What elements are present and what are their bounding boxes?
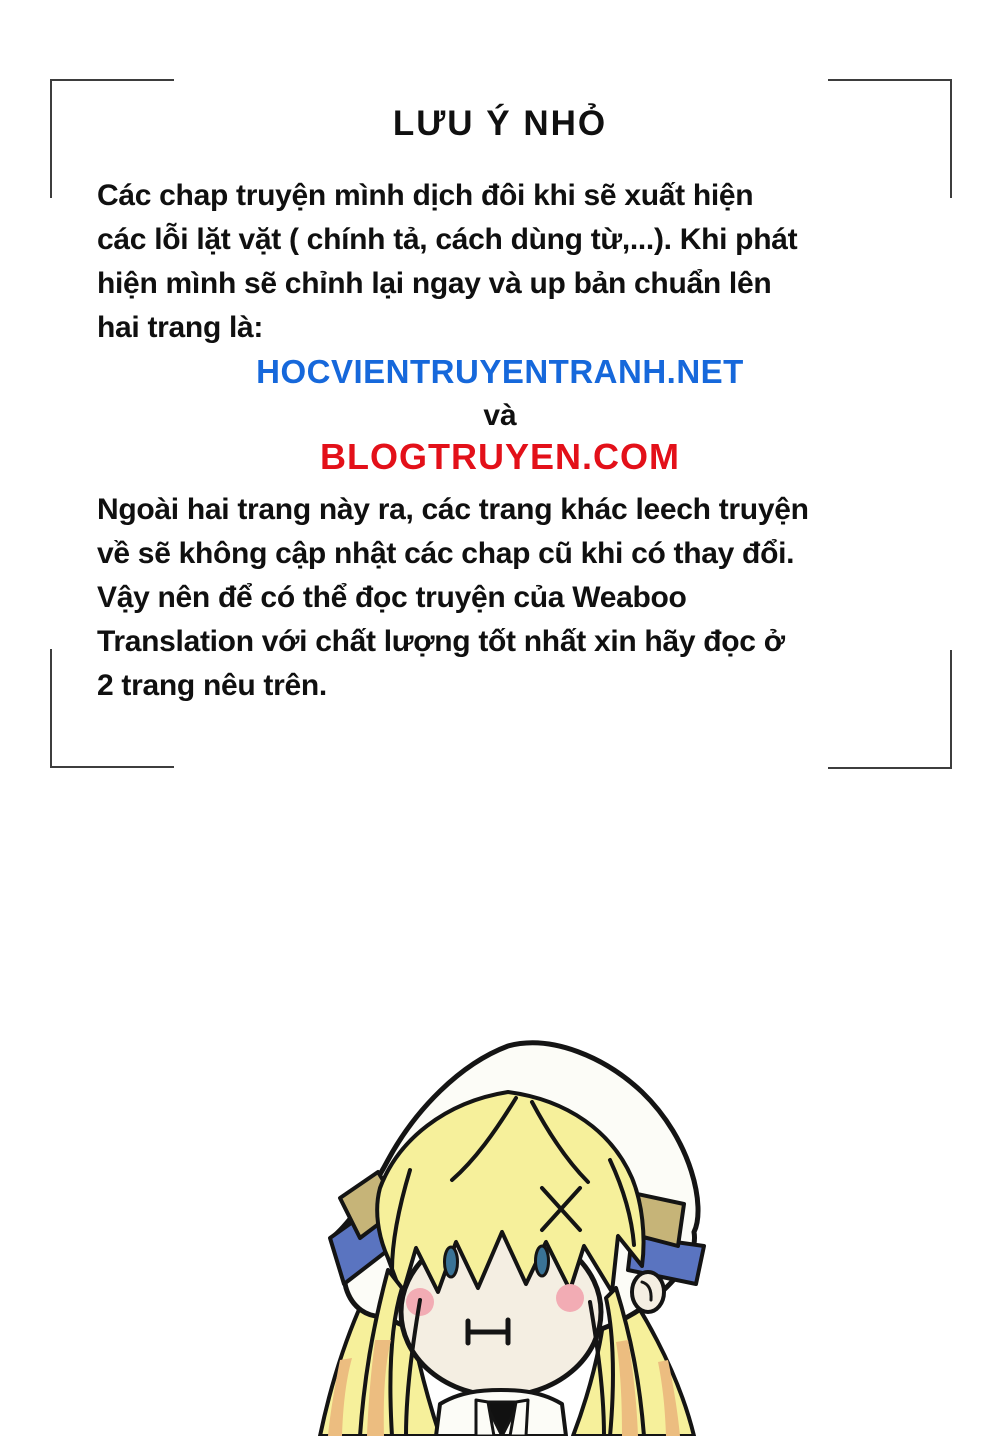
note-paragraph-1-line: hai trang là: (97, 311, 264, 344)
note-paragraph-2 (97, 488, 927, 708)
note-paragraph-2-line: về sẽ không cập nhật các chap cũ khi có thay đổi. (97, 537, 795, 570)
site-link-blogtruyen[interactable]: BLOGTRUYEN.COM (320, 436, 680, 477)
note-paragraph-1-line: hiện mình sẽ chỉnh lại ngay và up bản chuẩn lên (97, 267, 772, 300)
conjunction-text: và (483, 399, 517, 432)
note-paragraph-1-line: các lỗi lặt vặt ( chính tả, cách dùng từ,...). Khi phát (97, 223, 798, 256)
chibi-priestess-illustration (280, 1040, 720, 1436)
site-link-hocvientruyentranh[interactable]: HOCVIENTRUYENTRANH.NET (256, 353, 744, 390)
note-paragraph-2-line: Vậy nên để có thể đọc truyện của Weaboo (97, 581, 687, 614)
note-paragraph-2-line: 2 trang nêu trên. (97, 669, 327, 702)
note-title: LƯU Ý NHỎ (392, 104, 608, 143)
note-paragraph-2-line: Ngoài hai trang này ra, các trang khác leech truyện (97, 493, 809, 526)
note-paragraph-1-line: Các chap truyện mình dịch đôi khi sẽ xuất hiện (97, 179, 754, 212)
note-paragraph-2-line: Translation với chất lượng tốt nhất xin hãy đọc ở (97, 625, 785, 658)
note-paragraph-1 (97, 174, 927, 350)
